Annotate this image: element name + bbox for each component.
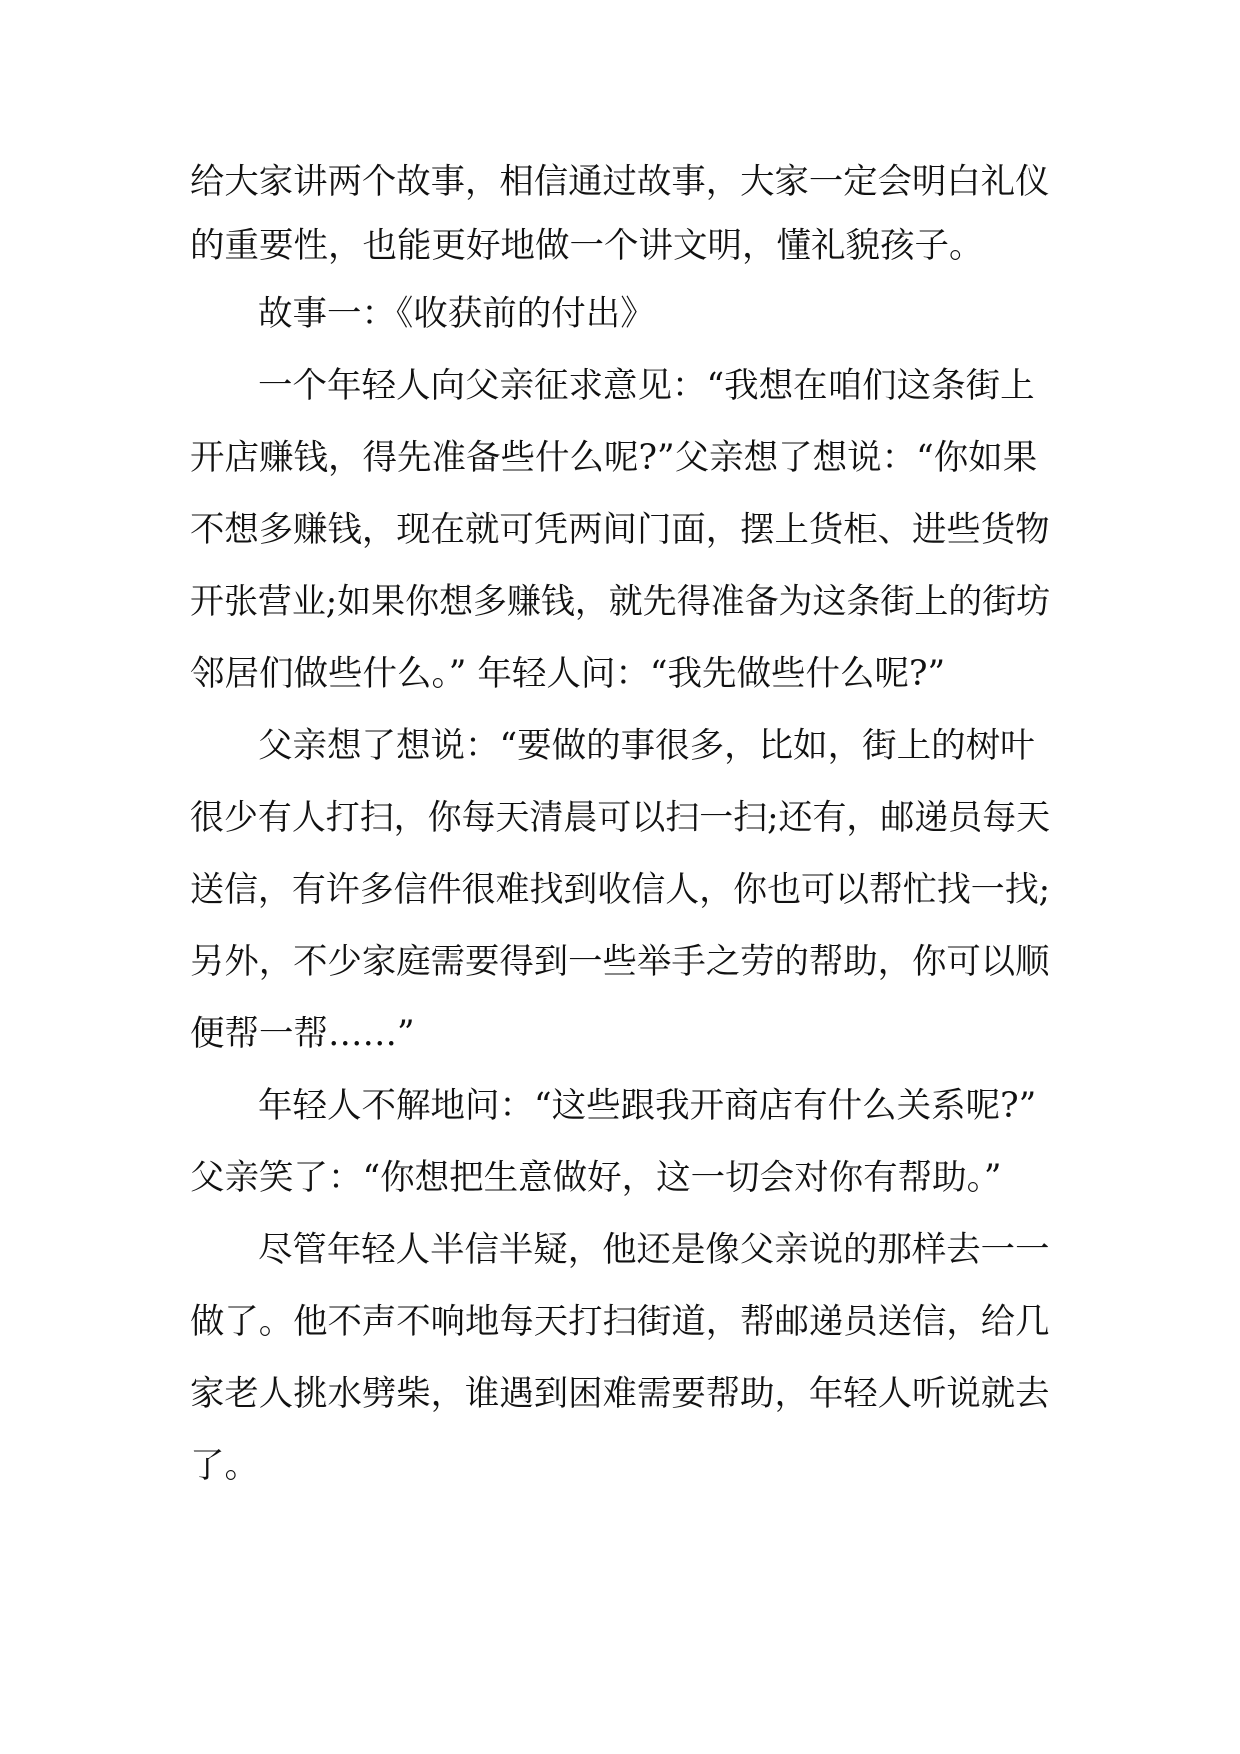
text-line-15: 父亲笑了：“你想把生意做好，这一切会对你有帮助。” [190, 1158, 1002, 1198]
text-line-9: 父亲想了想说：“要做的事很多，比如，街上的树叶 [258, 726, 1035, 766]
text-line-11: 送信，有许多信件很难找到收信人，你也可以帮忙找一找; [190, 870, 1051, 910]
text-line-13: 便帮一帮……” [190, 1014, 415, 1054]
text-line-19: 了。 [190, 1446, 259, 1486]
text-line-7: 开张营业;如果你想多赚钱，就先得准备为这条街上的街坊 [190, 582, 1051, 622]
text-line-16: 尽管年轻人半信半疑，他还是像父亲说的那样去一一 [258, 1230, 1050, 1270]
text-line-12: 另外，不少家庭需要得到一些举手之劳的帮助，你可以顺 [190, 942, 1050, 982]
text-line-2: 的重要性，也能更好地做一个讲文明，懂礼貌孩子。 [190, 226, 984, 266]
story-heading: 故事一：《收获前的付出》 [258, 294, 655, 334]
text-line-17: 做了。他不声不响地每天打扫街道，帮邮递员送信，给几 [190, 1302, 1050, 1342]
text-line-14: 年轻人不解地问：“这些跟我开商店有什么关系呢?” [258, 1086, 1037, 1126]
text-line-4: 一个年轻人向父亲征求意见：“我想在咱们这条街上 [258, 366, 1035, 406]
text-line-10: 很少有人打扫，你每天清晨可以扫一扫;还有，邮递员每天 [190, 798, 1051, 838]
text-line-6: 不想多赚钱，现在就可凭两间门面，摆上货柜、进些货物 [190, 510, 1050, 550]
text-line-18: 家老人挑水劈柴，谁遇到困难需要帮助，年轻人听说就去 [190, 1374, 1050, 1414]
text-line-1: 给大家讲两个故事，相信通过故事，大家一定会明白礼仪 [190, 162, 1050, 202]
text-line-8: 邻居们做些什么。” 年轻人问：“我先做些什么呢?” [190, 654, 946, 694]
text-line-5: 开店赚钱，得先准备些什么呢?”父亲想了想说：“你如果 [190, 438, 1038, 478]
